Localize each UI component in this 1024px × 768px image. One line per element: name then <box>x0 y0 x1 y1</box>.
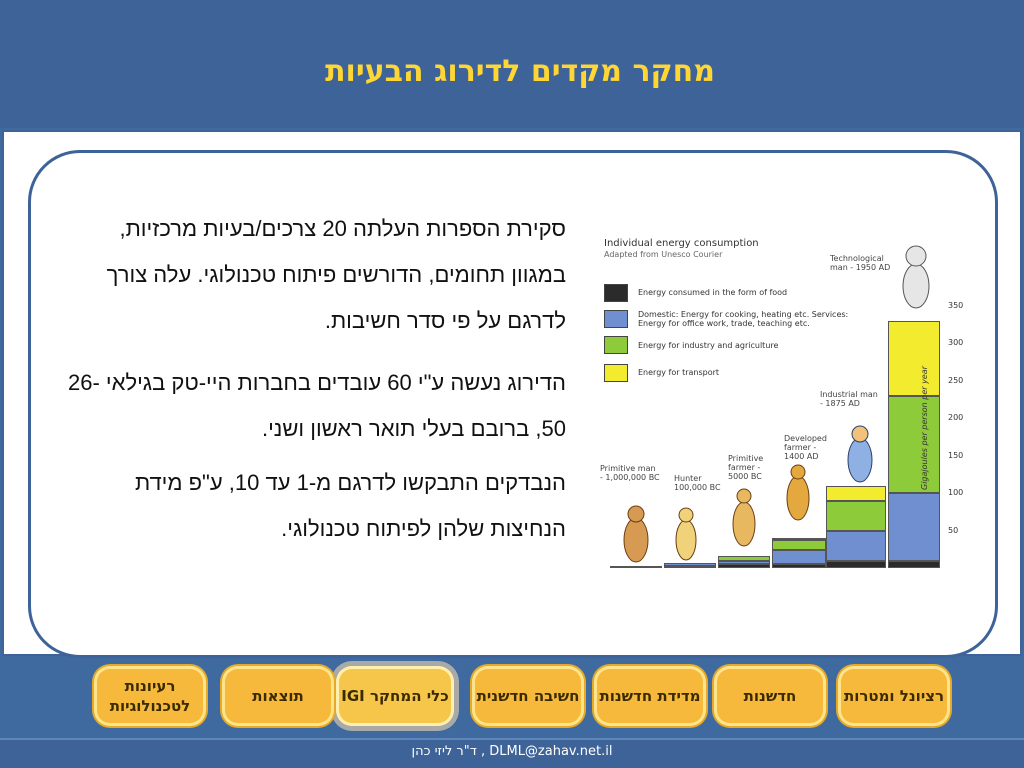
nav-button-innovation[interactable] <box>714 666 826 726</box>
legend-label-industry: Energy for industry and agriculture <box>638 341 779 350</box>
figure-title: Individual energy consumption <box>604 238 759 249</box>
paragraph-2: הדירוג נעשה ע"י 60 עובדים בחברות היי-טק בגילאי 26-50, ברובם בעלי תואר ראשון ושני. <box>68 370 566 441</box>
stage-label-3: Primitive farmer - 5000 BC <box>728 454 764 481</box>
stage-label-4: Developed farmer - 1400 AD <box>784 434 827 461</box>
y-tick-300: 300 <box>948 338 964 348</box>
nav-button-research-tool-label: כלי המחקר IGI <box>341 687 449 705</box>
paragraph-1: סקירת הספרות העלתה 20 צרכים/בעיות מרכזיות, במגוון תחומים, הדורשים פיתוח טכנולוגי. עלה צורך לדרגם על פי סדר חשיבות. <box>106 216 566 333</box>
nav-button-measuring-innovation[interactable] <box>594 666 706 726</box>
stage-label-6: Technological man - 1950 AD <box>830 254 891 272</box>
y-tick-150: 150 <box>948 450 964 460</box>
y-axis-label: Gigajoules per person per year <box>920 366 929 490</box>
stage-label-1: Primitive man - 1,000,000 BC <box>600 464 660 482</box>
nav-button-tech-ideas[interactable] <box>94 666 206 726</box>
legend-label-domestic: Domestic: Energy for cooking, heating etc. Services: Energy for office work, trade, teaching etc. <box>638 310 849 328</box>
technological-man-illustration <box>903 246 929 308</box>
legend-label-food: Energy consumed in the form of food <box>638 288 788 297</box>
nav-button-results-label: תוצאות <box>252 687 304 705</box>
developed-farmer-illustration <box>787 465 809 520</box>
paragraph-3: הנבדקים התבקשו לדרגם מ-1 עד 10, ע"פ מידת הנחיצות שלהן לפיתוח טכנולוגי. <box>134 470 566 541</box>
body-text <box>60 206 566 552</box>
industrial-man-illustration <box>848 426 872 482</box>
primitive-man-illustration <box>624 506 648 562</box>
nav-button-research-tool[interactable] <box>336 666 454 726</box>
figure-subtitle: Adapted from Unesco Courier <box>604 250 723 259</box>
nav-button-tech-ideas-label: רעיונות לטכנולוגיות <box>109 677 191 715</box>
y-tick-350: 350 <box>948 301 964 310</box>
primitive-farmer-illustration <box>733 489 755 546</box>
figure-illustrations <box>598 228 968 576</box>
stage-label-5: Industrial man - 1875 AD <box>820 390 878 408</box>
stage-label-2: Hunter 100,000 BC <box>674 474 721 492</box>
nav-button-innovative-thinking-label: חשיבה חדשנית <box>476 687 580 705</box>
hunter-illustration <box>676 508 696 560</box>
nav-button-measuring-innovation-label: מדידת חדשנות <box>599 687 701 705</box>
footer-text: ד"ר ליזי כהן , DLML@zahav.net.il <box>411 744 613 759</box>
y-tick-250: 250 <box>948 375 964 385</box>
y-tick-100: 100 <box>948 488 964 498</box>
nav-button-innovative-thinking[interactable] <box>472 666 584 726</box>
y-tick-200: 200 <box>948 413 964 423</box>
nav-button-rationale[interactable] <box>838 666 950 726</box>
nav-button-innovation-label: חדשנות <box>743 687 797 705</box>
nav-button-rationale-label: רציונל ומטרות <box>843 687 945 705</box>
legend-label-transport: Energy for transport <box>638 368 720 377</box>
slide-title: מחקר מקדים לדירוג הבעיות <box>325 54 715 89</box>
energy-consumption-figure <box>598 228 968 576</box>
y-tick-50: 50 <box>948 525 959 535</box>
nav-button-results[interactable] <box>222 666 334 726</box>
